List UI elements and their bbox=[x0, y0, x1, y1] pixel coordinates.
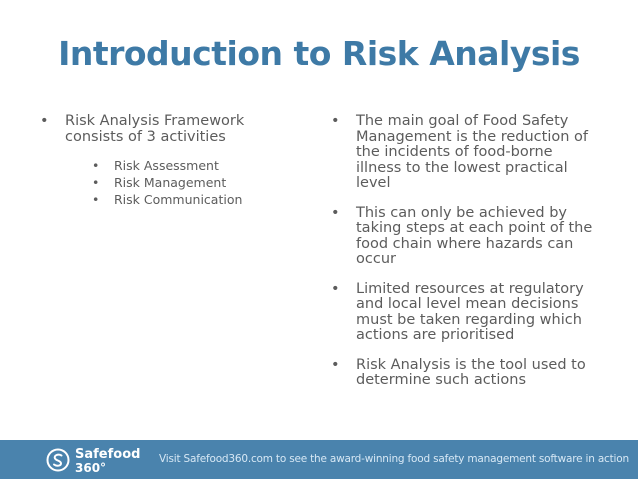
slide-title: Introduction to Risk Analysis bbox=[58, 34, 580, 73]
right-column bbox=[331, 114, 601, 403]
left-column bbox=[40, 114, 290, 208]
bullet-framework bbox=[40, 114, 290, 208]
sub-bullet-list bbox=[65, 157, 290, 208]
sub-bullet-risk-assessment: • Risk Assessment bbox=[92, 157, 290, 174]
bullet-risk-analysis-tool: • Risk Analysis is the tool used to determine such actions bbox=[331, 358, 601, 389]
sub-bullet-risk-management: • Risk Management bbox=[92, 174, 290, 191]
bullet-food-chain: • This can only be achieved by taking steps at each point of the food chain where hazards can occur bbox=[331, 206, 601, 268]
logo-name: Safefood bbox=[75, 447, 141, 462]
bullet-limited-resources: • Limited resources at regulatory and local level mean decisions must be taken regarding which actions are prioritised bbox=[331, 282, 601, 344]
footer-promo-text[interactable]: Visit Safefood360.com to see the award-winning food safety management software in action bbox=[159, 453, 629, 465]
logo-number: 360° bbox=[75, 461, 107, 475]
safefood-logo-icon bbox=[46, 448, 70, 472]
bullet-text: Risk Analysis Framework consists of 3 activities bbox=[65, 113, 245, 145]
footer-bar bbox=[0, 440, 638, 479]
bullet-main-goal: • The main goal of Food Safety Management is the reduction of the incidents of food-borne illness to the lowest practical level bbox=[331, 114, 601, 192]
safefood-logo[interactable] bbox=[46, 446, 146, 474]
sub-bullet-risk-communication: • Risk Communication bbox=[92, 191, 290, 208]
